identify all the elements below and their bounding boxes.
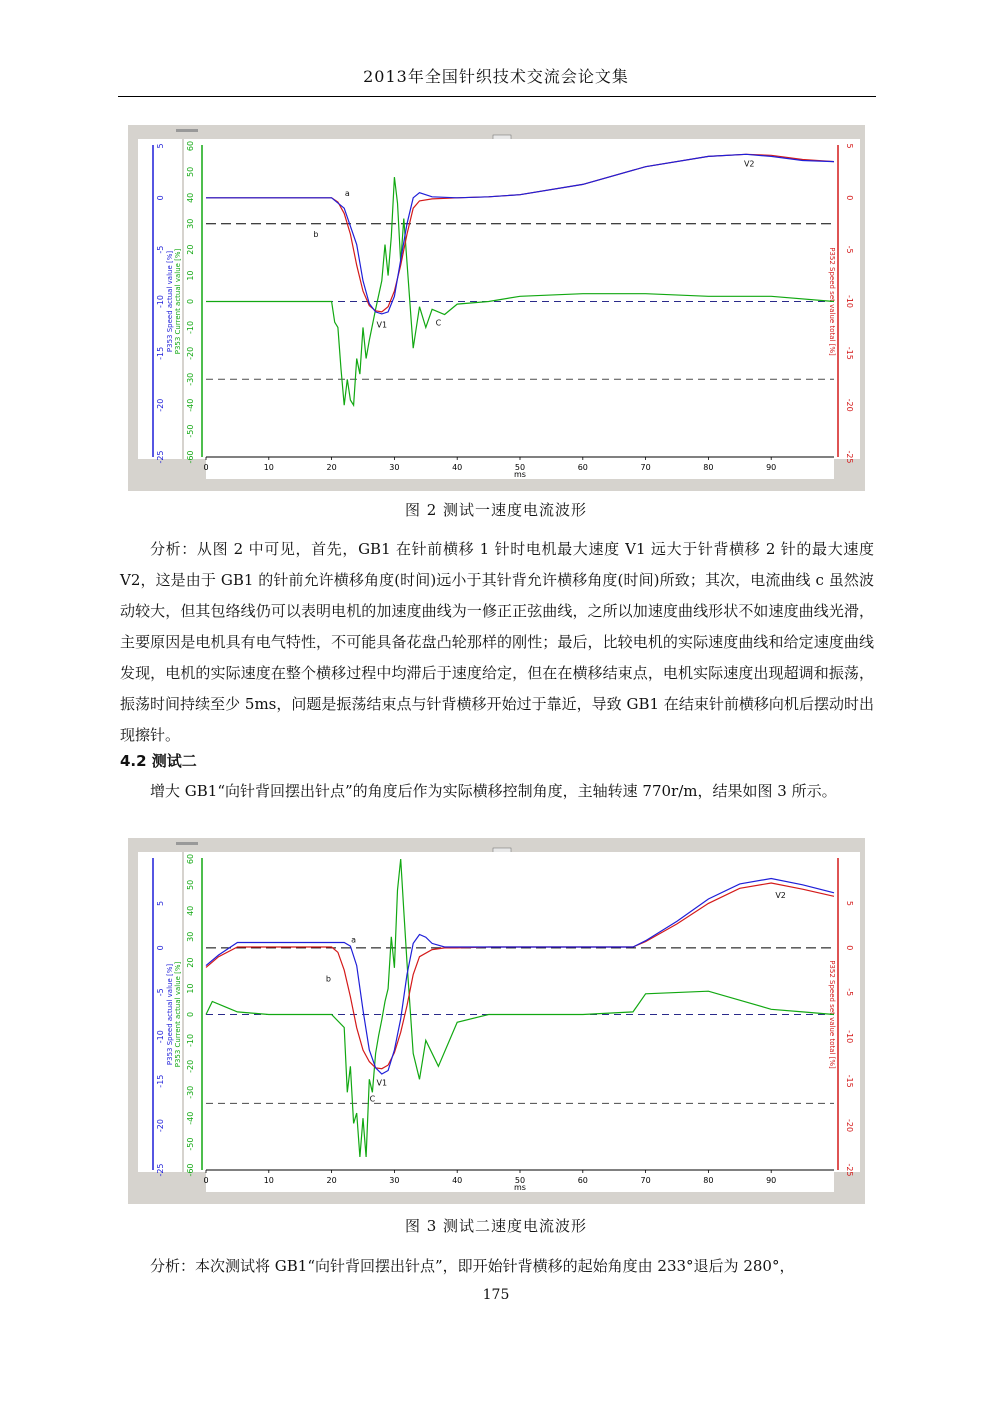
fig2-toolbar-mark: [176, 129, 198, 132]
fig3-x-label: ms: [514, 1183, 526, 1192]
fig2-right-tick-2: -5: [845, 245, 854, 254]
fig3-green-axis-label: P353 Current actual value [%]: [174, 961, 182, 1068]
fig2-green-tick-3: 30: [186, 218, 195, 229]
fig3-right-tick-2: -5: [845, 988, 854, 997]
fig3-green-tick-0: 60: [186, 853, 195, 865]
fig3-green-tick-3: 30: [186, 931, 195, 942]
fig3-x-tick-3: 30: [389, 1176, 400, 1185]
fig3-annotation-0: a: [351, 935, 357, 945]
fig3-x-tick-8: 80: [703, 1176, 714, 1185]
fig3-green-tick-11: -50: [186, 1137, 195, 1151]
fig2-outer-tick-6: -25: [156, 450, 165, 464]
fig3-x-tick-2: 20: [326, 1176, 337, 1185]
fig2-outer-tick-1: 0: [156, 195, 165, 201]
fig3-outer-tick-5: -20: [156, 1119, 165, 1133]
fig3-green-tick-6: 0: [186, 1011, 195, 1018]
fig2-right-tick-3: -10: [845, 294, 854, 309]
fig2-green-tick-10: -40: [186, 398, 195, 412]
analysis-paragraph-1: 分析：从图 2 中可见，首先，GB1 在针前横移 1 针时电机最大速度 V1 远大于针背横移 2 针的最大速度 V2，这是由于 GB1 的针前允许横移角度(时间)远小于其针背允许横移角度(时间)所致；其次，电流曲线 c 虽然波动较大，但其包络线仍可以表明电机的加速度曲线为一修正正弦曲线，之所以加速度曲线形状不如速度曲线光滑，主要原因是电机具有电气特性，不可能具备花盘凸轮那样的刚性；最后，比较电机的实际速度曲线和给定速度曲线发现，电机的实际速度在整个横移过程中均滞后于速度给定，但在在横移结束点，电机实际速度出现超调和振荡，振荡时间持续至少 5ms，问题是振荡结束点与针背横移开始过于靠近，导致 GB1 在结束针前横移向机后摆动时出现擦针。: [120, 540, 874, 744]
fig2-outer-tick-5: -20: [156, 398, 165, 412]
fig3-outer-axis-label: P353 Speed actual value [%]: [166, 963, 174, 1066]
fig3-green-tick-2: 40: [186, 905, 195, 916]
fig2-right-tick-6: -25: [845, 450, 854, 464]
fig3-outer-tick-1: 0: [156, 945, 165, 951]
fig3-x-tick-0: 0: [203, 1176, 209, 1185]
fig2-x-tick-8: 80: [703, 463, 714, 472]
fig2-right-tick-4: -15: [845, 346, 854, 360]
figure-3: [128, 838, 865, 1204]
fig3-green-tick-10: -40: [186, 1111, 195, 1125]
fig3-x-tick-6: 60: [577, 1176, 588, 1185]
fig3-annotation-3: C: [369, 1094, 376, 1104]
fig2-green-tick-0: 60: [186, 140, 195, 152]
fig3-plot-area: [206, 852, 834, 1170]
figure-2-caption: 图 2 测试一速度电流波形: [404, 501, 588, 519]
fig3-annotation-1: b: [325, 974, 331, 984]
fig3-outer-tick-3: -10: [156, 1030, 165, 1044]
test2-paragraph: 增大 GB1“向针背回摆出针点”的角度后作为实际横移控制角度，主轴转速 770r/m，结果如图 3 所示。: [150, 782, 837, 800]
fig2-right-tick-0: 5: [845, 143, 854, 149]
figure-3-chart: [128, 838, 865, 1204]
fig2-outer-tick-4: -15: [156, 346, 165, 360]
fig2-right-tick-5: -20: [845, 398, 854, 412]
section-heading-4-2: 4.2 测试二: [120, 752, 197, 770]
figure-2: [128, 125, 865, 491]
analysis-paragraph-2: 分析：本次测试将 GB1“向针背回摆出针点”，即开始针背横移的起始角度由 233°退后为 280°，: [150, 1257, 795, 1275]
fig3-outer-tick-4: -15: [156, 1074, 165, 1088]
fig3-toolbar-mark: [176, 842, 198, 845]
fig3-green-tick-7: -10: [186, 1033, 195, 1047]
fig2-outer-tick-2: -5: [156, 245, 165, 254]
page-number: 175: [482, 1287, 510, 1303]
fig2-outer-axis-label: P353 Speed actual value [%]: [166, 250, 174, 353]
fig2-x-tick-4: 40: [452, 463, 463, 472]
fig3-annotation-4: V2: [775, 891, 786, 901]
fig2-green-tick-4: 20: [186, 244, 195, 255]
fig2-green-tick-8: -20: [186, 346, 195, 360]
fig2-x-label: ms: [514, 470, 526, 479]
fig3-x-tick-5: 50: [514, 1176, 526, 1185]
fig3-outer-tick-0: 5: [156, 900, 165, 906]
fig2-annotation-1: b: [313, 230, 319, 240]
fig3-x-tick-4: 40: [452, 1176, 463, 1185]
fig2-x-tick-5: 50: [514, 463, 526, 472]
fig3-outer-tick-2: -5: [156, 988, 165, 997]
fig2-green-axis-label: P353 Current actual value [%]: [174, 248, 182, 355]
fig3-green-tick-1: 50: [186, 879, 195, 891]
fig3-x-tick-1: 10: [263, 1176, 274, 1185]
fig2-plot-area: [206, 139, 834, 457]
fig2-annotation-0: a: [344, 188, 350, 198]
running-head: 2013年全国针织技术交流会论文集: [363, 67, 629, 86]
fig2-green-tick-12: -60: [186, 450, 195, 464]
fig2-right-axis-label: P352 Speed set value total [%]: [828, 247, 836, 356]
figure-3-caption: 图 3 测试二速度电流波形: [404, 1217, 588, 1235]
fig3-green-tick-5: 10: [186, 983, 195, 994]
fig3-x-tick-7: 70: [640, 1176, 651, 1185]
fig3-green-tick-4: 20: [186, 957, 195, 968]
fig2-x-tick-2: 20: [326, 463, 337, 472]
fig3-right-tick-6: -25: [845, 1163, 854, 1177]
fig2-outer-tick-0: 5: [156, 143, 165, 149]
fig3-right-axis-label: P352 Speed set value total [%]: [828, 960, 836, 1069]
figure-2-chart: [128, 125, 865, 491]
fig2-annotation-2: V1: [376, 320, 388, 330]
fig3-outer-tick-6: -25: [156, 1163, 165, 1177]
fig2-x-tick-1: 10: [263, 463, 274, 472]
fig3-right-tick-3: -10: [845, 1030, 854, 1044]
fig2-green-tick-2: 40: [186, 192, 195, 203]
fig2-green-tick-11: -50: [186, 424, 195, 438]
fig3-green-tick-8: -20: [186, 1059, 195, 1073]
fig3-green-tick-12: -60: [186, 1163, 195, 1177]
fig2-green-tick-5: 10: [186, 270, 195, 281]
fig2-right-tick-1: 0: [845, 195, 854, 201]
fig3-green-tick-9: -30: [186, 1085, 195, 1099]
fig3-right-tick-4: -15: [845, 1074, 854, 1088]
fig2-x-tick-7: 70: [640, 463, 651, 472]
fig2-x-tick-3: 30: [389, 463, 400, 472]
fig2-outer-tick-3: -10: [156, 294, 165, 309]
fig3-right-tick-5: -20: [845, 1119, 854, 1133]
fig2-green-tick-6: 0: [186, 298, 195, 305]
fig3-right-tick-0: 5: [845, 900, 854, 906]
fig2-x-tick-6: 60: [577, 463, 588, 472]
fig3-x-tick-9: 90: [766, 1176, 777, 1185]
fig2-green-tick-1: 50: [186, 166, 195, 178]
fig3-right-tick-1: 0: [845, 945, 854, 951]
fig2-annotation-3: C: [435, 318, 442, 328]
fig3-annotation-2: V1: [376, 1078, 388, 1088]
fig2-x-tick-9: 90: [766, 463, 777, 472]
fig2-green-tick-9: -30: [186, 372, 195, 386]
fig2-x-tick-0: 0: [203, 463, 209, 472]
header-rule: [118, 96, 876, 97]
fig2-green-tick-7: -10: [186, 320, 195, 334]
fig2-annotation-4: V2: [743, 159, 755, 169]
